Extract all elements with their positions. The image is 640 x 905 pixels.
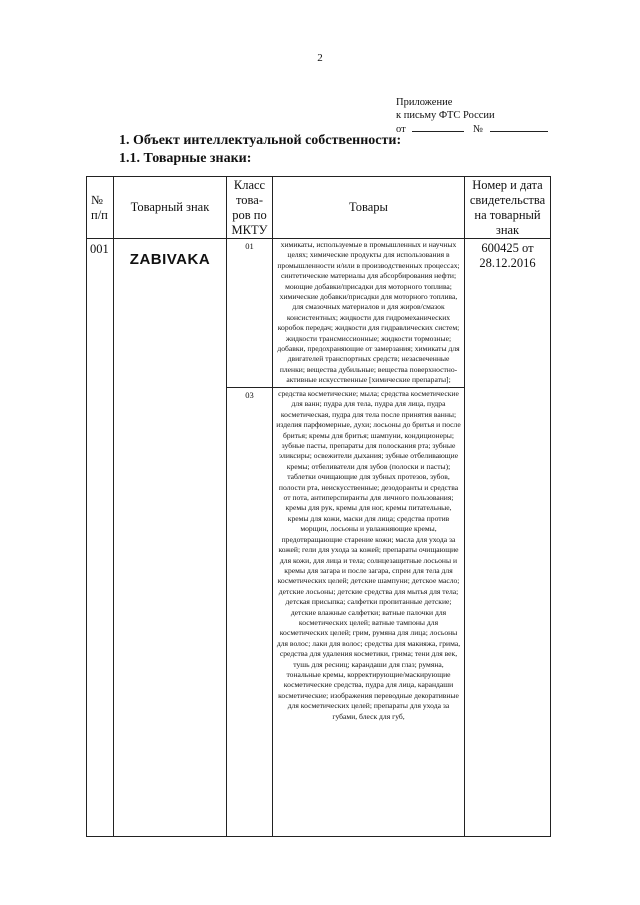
header-class: Класс това-ров по МКТУ <box>227 177 273 239</box>
number-label: № <box>472 124 483 135</box>
trademark-cell <box>114 239 227 837</box>
number-blank <box>490 122 548 132</box>
header-goods: Товары <box>273 177 465 239</box>
class-number: 03 <box>227 388 273 837</box>
trademark-logo: ZABIVAKA <box>129 251 211 268</box>
trademark-table <box>86 176 551 837</box>
from-label: от <box>396 124 406 135</box>
header-num: № п/п <box>87 177 114 239</box>
appendix-date-number-line <box>396 122 548 136</box>
goods-text: средства косметические; мыла; средства косметические для ванн; пудра для тела, пудра для лица, пудра косметическая, пудра для тела после принятия ванны; изделия парфюмерные, духи; лосьоны до бритья и после бритья; кремы для бритья; шампуни, кондиционеры; зубные пасты, препараты для полоскания рта; зубные эликсиры; освежители дыхания; зубные отбеливающие кремы; отбеливатели для зубов (полоски и пасты); таблетки очищающие для зубных протезов, зубов, полости рта, неискусственные; дезодоранты и средства от пота, антиперспиранты для личного пользования; кремы для рук, кремы для ног, кремы питательные, кремы для кожи, маски для лица; средства против морщин, лосьоны и увлажняющие кремы, предотвращающие старение кожи; масла для ухода за кожей; гели для ухода за кожей; препараты очищающие для кожи, для лица и тела; солнцезащитные лосьоны и кремы для загара и после загара, спреи для тела для косметических целей; детские шампуни; детское масло; детские лосьоны; детские средства для мытья для тела; детская присыпка; салфетки пропитанные детские; детские влажные салфетки; ватные палочки для косметических целей; ватные тампоны для косметических целей; грим, румяна для лица; лосьоны для волос; лаки для волос; средства для макияжа, грима, средства для удаления косметики, грима; тени для век, тушь для ресниц; карандаши для глаз; румяна, тональные кремы, корректирующие/маскирующие косметические средства, пудра для лица, карандаши косметические; изображения переводные декоративные для косметических целей; препараты для ухода за губами, блеск для губ, <box>276 389 461 721</box>
appendix-block <box>396 96 548 136</box>
page-number: 2 <box>317 52 323 64</box>
appendix-title: Приложение <box>396 97 453 108</box>
goods-list <box>273 239 465 388</box>
certificate-cell: 600425 от 28.12.2016 <box>465 239 551 837</box>
header-cert: Номер и дата свидетельства на товарный знак <box>465 177 551 239</box>
table-header-row <box>87 177 551 239</box>
date-blank <box>412 122 464 132</box>
table-row <box>87 239 551 388</box>
section-heading: 1. Объект интеллектуальной собственности: <box>119 133 402 148</box>
row-number: 001 <box>87 239 114 837</box>
subsection-heading: 1.1. Товарные знаки: <box>119 151 252 166</box>
header-mark: Товарный знак <box>114 177 227 239</box>
goods-list <box>273 388 465 837</box>
appendix-letter: к письму ФТС России <box>396 110 495 121</box>
class-number: 01 <box>227 239 273 388</box>
goods-text: химикаты, используемые в промышленных и научных целях; химические продукты для использования в промышленности и/или в производственных процессах; синтетические материалы для абсорбирования нефти; моющие добавки/присадки для моторного топлива; химические добавки/присадки для моторного топлива, для смазочных материалов и для жиров/смазок консистентных; жидкости для гидромеханических коробок передач; жидкости для гидравлических систем; жидкости трансмиссионные; жидкости тормозные; добавки, предохраняющие от замерзания; химикаты для двигателей транспортных средств; незасвеченные пленки; вещества дубильные; вещества поверхностно-активные искусственные [химические препараты]; <box>277 240 460 385</box>
